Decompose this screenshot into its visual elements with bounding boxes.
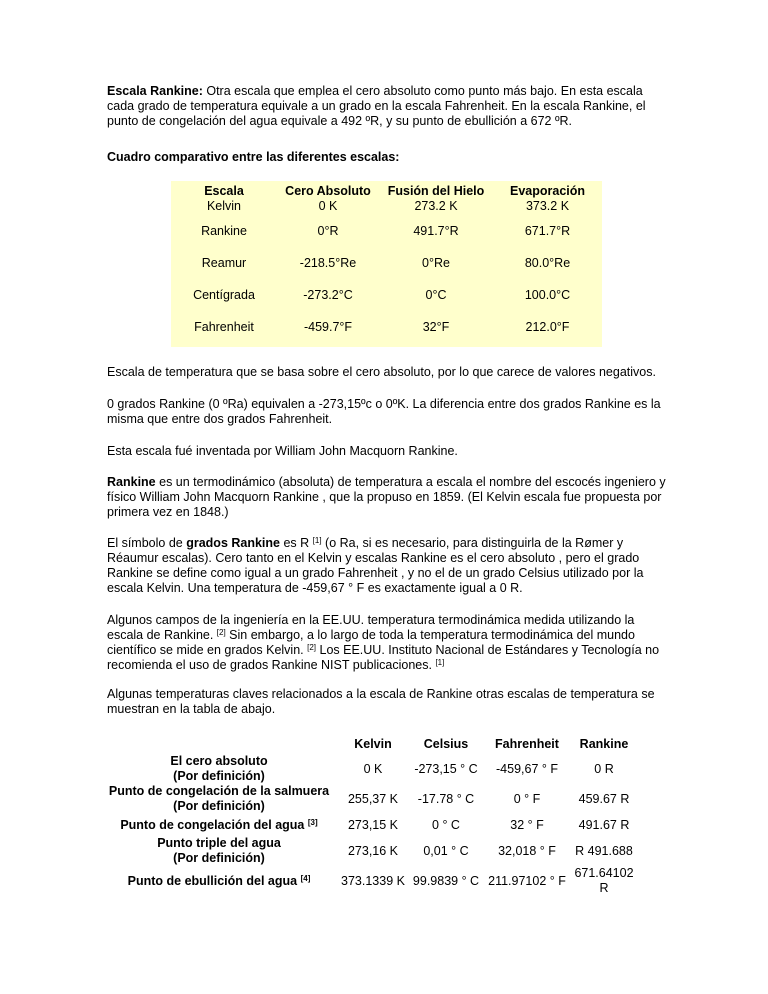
paragraph-engineering: Algunos campos de la ingeniería en la EE.UU. temperatura termodinámica medida utilizando la escala de Rankine. [2] Sin embargo, a lo largo de toda la temperatura termodinámica del mundo científico se mide en grados Kelvin. [2] Los EE.UU. Instituto Nacional de Estándares y Tecnología no recomienda el uso de grados Rankine NIST publicaciones. [1] xyxy=(107,613,660,672)
table-cell: 273,15 K xyxy=(347,817,399,832)
table-cell: -459.7°F xyxy=(303,320,353,334)
table-cell: 0 ° C xyxy=(432,817,460,832)
header-evaporacion: Evaporación xyxy=(509,183,586,198)
table-cell: 32 ° F xyxy=(510,817,544,832)
paragraph-zero-absolute: Escala de temperatura que se basa sobre el cero absoluto, por lo que carece de valores negativos. xyxy=(107,365,656,379)
table-cell: 211.97102 ° F xyxy=(488,873,566,888)
row-label: Punto de ebullición del agua [4] xyxy=(127,873,311,888)
table-cell: 0°C xyxy=(425,288,447,302)
table-cell: 0 ° F xyxy=(513,791,541,806)
grados-rankine-term: grados Rankine xyxy=(186,536,280,550)
table-cell: 671.7°R xyxy=(524,224,571,238)
table-cell: 0,01 ° C xyxy=(423,843,469,858)
table-cell: -273,15 ° C xyxy=(414,761,478,776)
table-cell: Kelvin xyxy=(206,199,242,213)
header-escala: Escala xyxy=(204,183,244,198)
table-cell: 99.9839 ° C xyxy=(412,873,480,888)
comparison-table xyxy=(171,181,602,347)
table-cell: Rankine xyxy=(201,224,247,238)
table-cell: 0°Re xyxy=(422,256,450,270)
paragraph-rankine-symbol: El símbolo de grados Rankine es R [1] (o Ra, si es necesario, para distinguirla de la Rømer y Réaumur escalas). Cero tanto en el Kelvin y escalas Rankine es el cero absoluto , pero el grado Rankine se define como igual a un grado Fahrenheit , y no el de un grado Celsius utilizado por la escala Kelvin. Una temperatura de -459,67 ° F es exactamente igual a 0 R. xyxy=(107,536,644,595)
table-row xyxy=(171,215,602,247)
reference-link[interactable]: [2] xyxy=(307,643,317,652)
table-cell: 273,16 K xyxy=(347,843,399,858)
header-fusion-hielo: Fusión del Hielo xyxy=(387,183,485,198)
table-cell: 80.0°Re xyxy=(524,256,571,270)
table-cell: 373.1339 K xyxy=(341,873,405,888)
table-cell: -218.5°Re xyxy=(299,256,357,270)
table-cell: 459.67 R xyxy=(578,791,630,806)
row-label: Punto de congelación del agua [3] xyxy=(120,817,318,832)
table-cell: 491.67 R xyxy=(578,817,630,832)
table-row xyxy=(171,199,602,215)
table-row xyxy=(171,311,602,343)
header-celsius: Celsius xyxy=(423,736,469,751)
paragraph-inventor: Esta escala fué inventada por William John Macquorn Rankine. xyxy=(107,444,458,458)
table-cell: Centígrada xyxy=(193,288,255,302)
table-cell: 491.7°R xyxy=(413,224,459,238)
reference-link[interactable]: [2] xyxy=(216,628,226,637)
table-cell: -459,67 ° F xyxy=(496,761,558,776)
table-cell: 212.0°F xyxy=(525,320,570,334)
table-cell: 273.2 K xyxy=(414,199,458,213)
comparison-header-row xyxy=(171,181,602,199)
table-row xyxy=(105,836,637,866)
table-cell: Reamur xyxy=(201,256,247,270)
table-cell: 0 R xyxy=(594,761,614,776)
table-row xyxy=(171,247,602,279)
header-fahrenheit: Fahrenheit xyxy=(495,736,559,751)
table-cell: 255,37 K xyxy=(347,791,399,806)
table-row xyxy=(105,866,637,896)
paragraph-rankine-zero: 0 grados Rankine (0 ºRa) equivalen a -273,15ºc o 0ºK. La diferencia entre dos grados Rankine es la misma que entre dos grados Fahrenheit. xyxy=(107,397,661,426)
table-cell: 0°R xyxy=(317,224,339,238)
intro-paragraph xyxy=(107,84,667,129)
table-cell: 0 K xyxy=(363,761,383,776)
table-cell: R 491.688 xyxy=(575,843,633,858)
header-rankine: Rankine xyxy=(579,736,629,751)
table-cell: 100.0°C xyxy=(524,288,571,302)
paragraph-key-temperatures: Algunas temperaturas claves relacionados a la escala de Rankine otras escalas de temperatura se muestran en la tabla de abajo. xyxy=(107,687,655,716)
key-header-row xyxy=(105,734,637,754)
intro-text: Otra escala que emplea el cero absoluto como punto más bajo. En esta escala cada grado de temperatura equivale a un grado en la escala Fahrenheit. En la escala Rankine, el punto de congelación del agua equivale a 492 ºR, y su punto de ebullición a 672 ºR. xyxy=(107,84,646,128)
rankine-term: Rankine xyxy=(107,475,156,489)
reference-link[interactable]: [4] xyxy=(300,873,311,883)
table-cell: Fahrenheit xyxy=(194,320,254,334)
row-label: Punto triple del agua (Por definición) xyxy=(157,836,281,865)
table-row xyxy=(105,754,637,784)
table-cell: 373.2 K xyxy=(525,199,570,213)
row-label: El cero absoluto (Por definición) xyxy=(170,754,268,783)
intro-term: Escala Rankine: xyxy=(107,84,203,98)
reference-link[interactable]: [1] xyxy=(312,536,322,545)
table-cell: -17.78 ° C xyxy=(417,791,475,806)
table-cell: 32°F xyxy=(422,320,450,334)
table-row xyxy=(105,814,637,836)
paragraph-rankine-definition: Rankine es un termodinámico (absoluta) de temperatura a escala el nombre del escocés ingeniero y físico William John Macquorn Rankine , que la propuso en 1859. (El Kelvin escala fue propuesta por primera vez en 1848.) xyxy=(107,475,666,519)
key-temperatures-table xyxy=(105,734,637,896)
table-row xyxy=(171,279,602,311)
table-row xyxy=(105,784,637,814)
row-label: Punto de congelación de la salmuera (Por definición) xyxy=(108,784,330,813)
table-cell: 32,018 ° F xyxy=(498,843,556,858)
header-kelvin: Kelvin xyxy=(354,736,392,751)
table-heading: Cuadro comparativo entre las diferentes escalas: xyxy=(107,150,400,164)
table-cell: -273.2°C xyxy=(303,288,353,302)
table-cell: 671.64102 R xyxy=(574,866,634,895)
reference-link[interactable]: [1] xyxy=(435,658,445,667)
header-cero-absoluto: Cero Absoluto xyxy=(285,183,371,198)
table-cell: 0 K xyxy=(318,199,338,213)
reference-link[interactable]: [3] xyxy=(307,817,318,827)
